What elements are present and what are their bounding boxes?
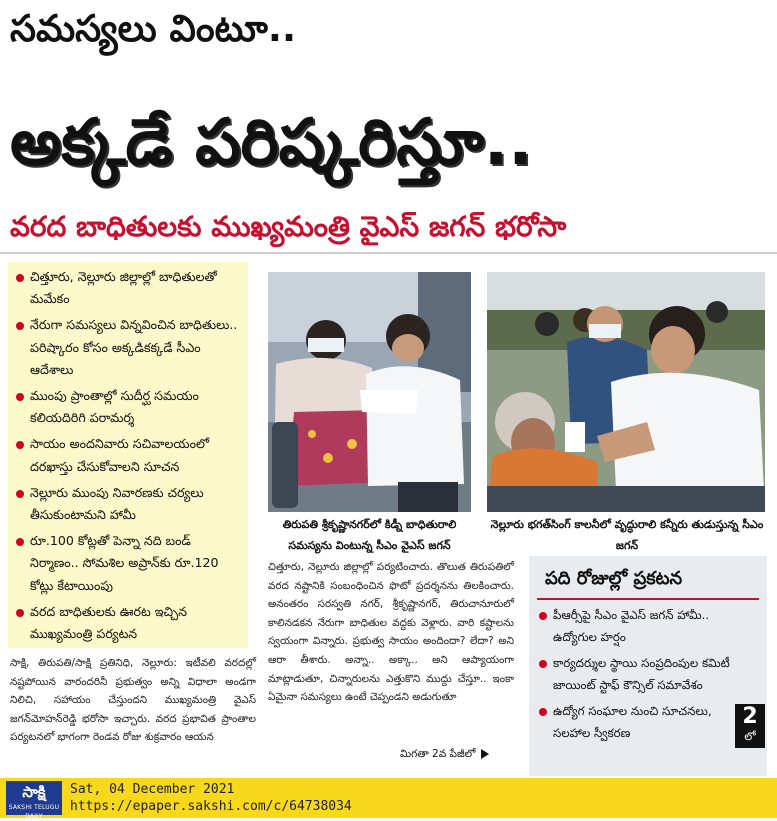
highlight-text: చిత్తూరు, నెల్లూరు జిల్లాల్లో బాధితులతో మమేకం: [30, 269, 217, 307]
sidebar-box-title: పది రోజుల్లో ప్రకటన: [545, 568, 683, 589]
sakshi-logo[interactable]: [6, 781, 62, 820]
sidebar-box-item: [537, 604, 735, 649]
photo-caption: తిరుపతి శ్రీకృష్ణానగర్‌లో కిడ్నీ బాధితురాలి సమస్యను వింటున్న సీఎం వైఎస్‌ జగన్‌: [282, 518, 457, 552]
highlight-item: [14, 314, 242, 381]
edition-date: Sat, 04 December 2021: [70, 782, 235, 797]
news-photo-nellore: [487, 272, 765, 512]
sidebar-box-divider: [537, 598, 759, 600]
highlight-text: నెల్లూరు ముంపు నివారణకు చర్యలు తీసుకుంటామని హామీ: [30, 484, 204, 523]
continued-label: మిగతా 2వ పేజీలో: [400, 748, 476, 760]
bullet-dot-icon: [16, 274, 24, 282]
sidebar-box-item: [537, 652, 735, 697]
arrow-right-icon: [481, 749, 489, 759]
bullet-dot-icon: [539, 612, 547, 620]
main-headline: అక్కడే పరిష్కరిస్తూ..: [10, 106, 533, 180]
sidebar-news-box: [529, 556, 767, 776]
sidebar-box-item-text: కార్యదర్శుల స్థాయి సంప్రదింపుల కమిటీ జాయింట్‌ స్టాఫ్‌ కౌన్సిల్‌ సమావేశం: [553, 655, 730, 693]
photo-illustration-nellore: [487, 272, 765, 512]
page-reference-suffix: లో: [744, 730, 756, 743]
highlight-item: [14, 482, 242, 526]
bullet-dot-icon: [539, 660, 547, 668]
highlight-item: [14, 433, 242, 477]
highlight-text: నేరుగా సమస్యలు విన్నవించిన బాధితులు.. పరిష్కారం కోసం అక్కడికక్కడే సీఎం ఆదేశాలు: [30, 317, 238, 377]
bullet-dot-icon: [16, 538, 24, 546]
logo-text: సాక్షి: [22, 783, 46, 801]
sidebar-box-list: [537, 604, 735, 747]
highlight-item: [14, 601, 242, 645]
highlight-item: [14, 385, 242, 429]
page-reference-badge[interactable]: [735, 704, 765, 748]
highlight-item: [14, 266, 242, 310]
footer-bar: [0, 778, 777, 818]
sidebar-box-item: [537, 700, 735, 745]
highlights-list: [14, 266, 242, 645]
continued-on-page[interactable]: [400, 744, 489, 764]
news-photo-tirupati: [268, 272, 471, 512]
kicker-headline: సమస్యలు వింటూ..: [10, 7, 297, 50]
bullet-dot-icon: [16, 609, 24, 617]
highlight-text: వరద బాధితులకు ఊరట ఇచ్చిన ముఖ్యమంత్రి పర్యటన: [30, 603, 187, 642]
sidebar-box-item-text: ఉద్యోగ సంఘాల నుంచి సూచనలు, సలహాల స్వీకరణ: [553, 703, 712, 741]
photo-caption: నెల్లూరు భగత్‌సింగ్‌ కాలనీలో వృద్ధురాలి కన్నీరు తుడుస్తున్న సీఎం జగన్‌: [490, 518, 764, 552]
subheadline: వరద బాధితులకు ముఖ్యమంత్రి వైఎస్‌ జగన్‌ భరోసా: [10, 210, 567, 243]
bullet-dot-icon: [16, 322, 24, 330]
bullet-dot-icon: [16, 393, 24, 401]
sidebar-box-item-text: పీఆర్సీపై సీఎం వైఎస్‌ జగన్‌ హామీ.. ఉద్యోగుల హర్షం: [553, 608, 710, 645]
article-body-column-2: చిత్తూరు, నెల్లూరు జిల్లాల్లో పర్యటించారు. తొలుత తిరుపతిలో వరద నష్టానికి సంబంధించిన ఫొటో ప్రదర్శనను తిలకించారు. అనంతరం సరస్వతి నగర్, శ్రీకృష్ణానగర్, తిరుచానూరులో కాలినడకన నేరుగా బాధితుల వద్దకు వెళ్లారు. వారి కష్టాలను స్వయంగా విన్నారు. ప్రభుత్వ సాయం అందిందా? లేదా? అని ఆరా తీశారు. అన్నా.. అక్కా.. అని ఆప్యాయంగా మాట్లాడుతూ, చిన్నారులను ఎత్తుకొని ముద్దు చేస్తూ.. ఇంకా ఏమైనా సమస్యలు ఉంటే చెప్పండని అడుగుతూ: [268, 561, 514, 704]
bullet-dot-icon: [16, 441, 24, 449]
highlight-text: సాయం అందనివారు సచివాలయంలో దరఖాస్తు చేసుకోవాలని సూచన: [30, 436, 209, 474]
bullet-dot-icon: [16, 490, 24, 498]
page-reference-number: 2: [742, 704, 758, 729]
highlight-item: [14, 530, 242, 597]
highlight-text: రూ.100 కోట్లతో పెన్నా నది బండ్‌ నిర్మాణం.. సోమశిల అప్రాన్‌కు రూ.120 కోట్లు కేటాయింపు: [30, 533, 219, 593]
article-body-column-1: సాక్షి, తిరుపతి/సాక్షి ప్రతినిధి, నెల్లూరు: ఇటీవలి వరదల్లో నష్టపోయిన వారందరినీ ప్రభుత్వం అన్ని విధాలా అండగా నిలిచి, సహాయం చేస్తుందని ముఖ్యమంత్రి వైఎస్‌ జగన్‌మోహన్‌రెడ్డి భరోసా ఇచ్చారు. వరద ప్రభావిత ప్రాంతాల పర్యటనలో భాగంగా రెండవ రోజు శుక్రవారం ఆయన: [10, 657, 256, 744]
epaper-link[interactable]: https://epaper.sakshi.com/c/64738034: [70, 799, 352, 814]
header-divider: [0, 252, 777, 254]
photo-illustration-tirupati: [268, 272, 471, 512]
logo-subtext: SAKSHI TELUGU DAILY: [8, 804, 60, 820]
highlight-text: ముంపు ప్రాంతాల్లో సుదీర్ఘ సమయం కలియదిరిగి పరామర్శ: [30, 388, 199, 426]
bullet-dot-icon: [539, 708, 547, 716]
highlights-box: [8, 262, 248, 648]
